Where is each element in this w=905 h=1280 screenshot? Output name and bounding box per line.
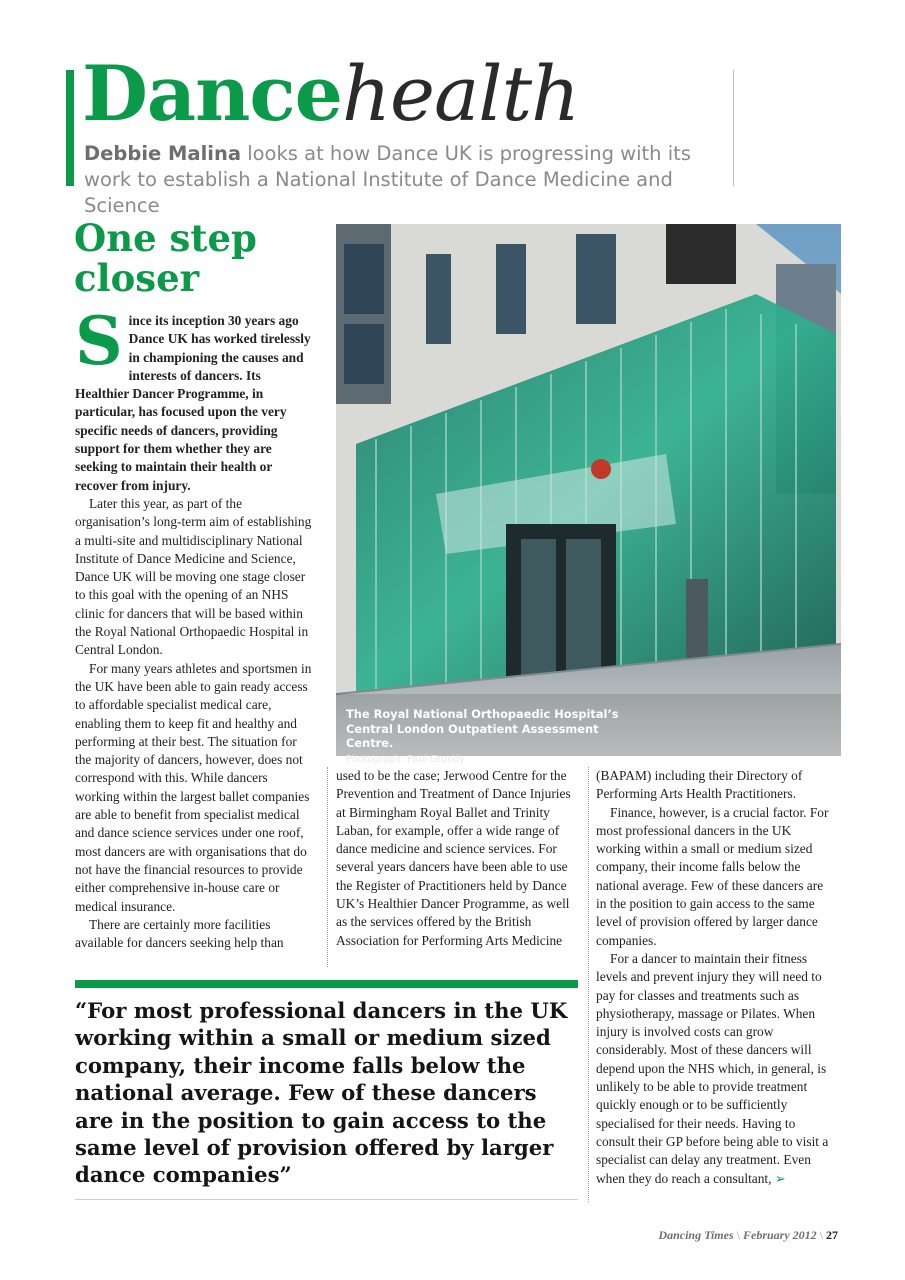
page-number: 27 bbox=[826, 1228, 838, 1242]
pull-quote: “For most professional dancers in the UK working within a small or medium sized company, their income falls below the national average. Few of these dancers are in the position to gain access to the same level of provision offered by larger dance companies” bbox=[75, 998, 568, 1188]
article-headline: One step closer bbox=[74, 216, 257, 300]
body-paragraph bbox=[596, 950, 832, 1189]
standfirst-text: looks at how Dance UK is progressing with its work to establish a National Institute of Dance Medicine and Science bbox=[84, 142, 691, 217]
body-paragraph: There are certainly more facilities available for dancers seeking help than bbox=[75, 916, 284, 951]
intro-paragraph bbox=[75, 302, 315, 495]
standfirst bbox=[84, 141, 734, 219]
paragraph-text: For a dancer to maintain their fitness levels and prevent injury they will need to pay for classes and treatments such as physiotherapy, massage or Pilates. When injury is involved costs can grow considerably. Most of these dancers will depend upon the NHS which, in general, is unlikely to be able to provide treatment quickly enough or to be sufficiently specialised for their needs. Having to consult their GP before being able to visit a specialist can delay any treatment. Even when they do reach a consultant, bbox=[596, 950, 829, 1186]
body-paragraph: (BAPAM) including their Directory of Performing Arts Health Practitioners. bbox=[596, 768, 803, 802]
issue-date: February 2012 bbox=[742, 1228, 817, 1242]
body-paragraph: used to be the case; Jerwood Centre for the Prevention and Treatment of Dance Injuries at Birmingham Royal Ballet and Trinity Laban, for example, offer a wide range of dance medicine and science services. For several years dancers have been able to use the Register of Practitioners held by Dance UK’s Healthier Dancer Programme, as well as the services offered by the British Association for Performing Arts Medicine bbox=[336, 768, 571, 948]
drop-cap: S bbox=[75, 302, 123, 380]
body-paragraph: Later this year, as part of the organisation’s long-term aim of establishing a multi-site and multidisciplinary National Institute of Dance Medicine and Science, Dance UK will be moving one stage closer to this goal with the opening of an NHS clinic for dancers that will be based within the Royal National Orthopaedic Hospital in Central London. bbox=[75, 495, 312, 658]
hospital-photo bbox=[336, 224, 841, 756]
pullquote-rule bbox=[75, 1199, 578, 1200]
continue-arrow-icon: ➢ bbox=[774, 1171, 786, 1187]
article-column-3 bbox=[596, 767, 832, 1189]
photo-caption bbox=[346, 707, 646, 766]
photo-credit: Photograph: Paul Grundy bbox=[346, 753, 465, 765]
masthead-italic-word: health bbox=[342, 49, 580, 138]
masthead-accent-bar bbox=[66, 70, 74, 186]
footer-separator: \ bbox=[819, 1228, 823, 1242]
pullquote-accent-bar bbox=[75, 980, 578, 988]
column-divider bbox=[588, 767, 589, 1202]
article-column-2 bbox=[336, 767, 580, 950]
body-paragraph: For many years athletes and sportsmen in the UK have been able to gain ready access to affordable specialist medical care, enabling them to keep fit and healthy and performing at their best. The situation for the majority of dancers, however, does not correspond with this. While dancers working within the largest ballet companies are able to benefit from specialist medical and dance science services under one roof, most dancers are with organisations that do not have the financial resources to provide either comprehensive in-house care or medical insurance. bbox=[75, 660, 312, 914]
publication-name: Dancing Times bbox=[658, 1228, 734, 1242]
page-footer bbox=[560, 1228, 838, 1243]
section-masthead bbox=[82, 49, 580, 138]
body-paragraph: Finance, however, is a crucial factor. For most professional dancers in the UK working within a small or medium sized company, their income falls below the national average. Few of these dancers are in the position to gain access to the same level of provision offered by larger dance companies. bbox=[596, 804, 829, 948]
masthead-bold-word: Dance bbox=[82, 49, 343, 138]
hospital-building-image bbox=[336, 224, 841, 756]
column-divider bbox=[327, 767, 328, 967]
footer-separator: \ bbox=[736, 1228, 740, 1242]
author-name: Debbie Malina bbox=[84, 142, 241, 165]
caption-title: The Royal National Orthopaedic Hospital’s Central London Outpatient Assessment Centre. bbox=[346, 707, 619, 750]
intro-text: ince its inception 30 years ago Dance UK has worked tirelessly in championing the causes and interests of dancers. Its Healthier Dancer Programme, in particular, has focused upon the very specific needs of dancers, providing support for them whether they are seeking to maintain their health or recover from injury. bbox=[75, 313, 311, 493]
article-column-1 bbox=[75, 302, 315, 952]
